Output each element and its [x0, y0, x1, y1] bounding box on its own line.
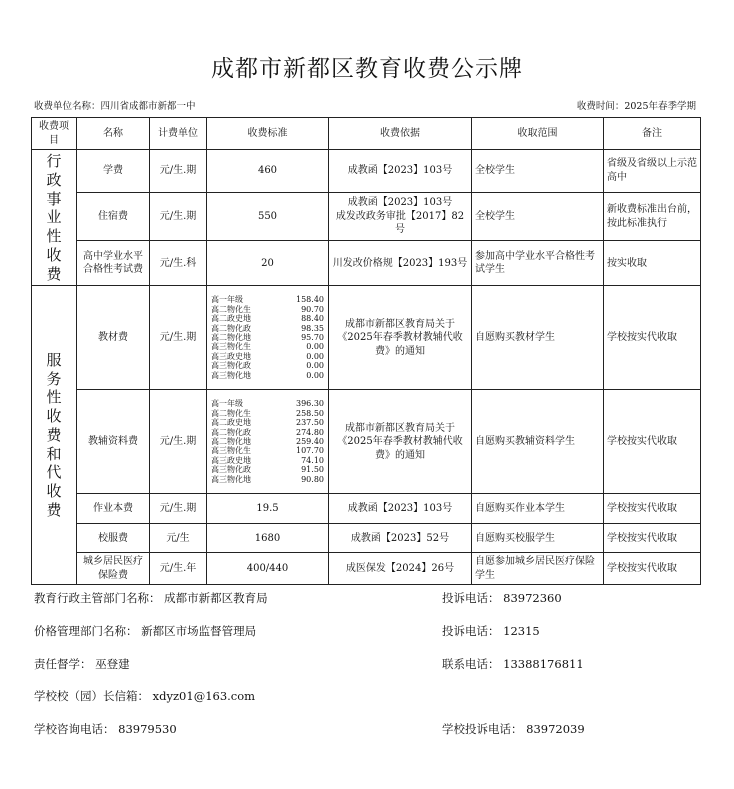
fee-basis: 成都市新都区教育局关于《2025年春季教材教辅代收费》的通知	[329, 286, 472, 390]
fee-basis: 川发改价格规【2023】193号	[329, 241, 472, 286]
fee-unit: 元/生.期	[150, 192, 207, 241]
charging-time: 收费时间：2025年春季学期	[576, 101, 696, 112]
fee-unit: 元/生.期	[150, 286, 207, 390]
fee-note: 学校按实代收取	[604, 390, 701, 494]
fee-standard: 550	[207, 192, 329, 241]
fee-scope: 参加高中学业水平合格性考试学生	[472, 241, 604, 286]
table-row	[32, 241, 701, 286]
table-row	[32, 494, 701, 524]
fee-scope: 自愿购买校服学生	[472, 524, 604, 553]
fee-standard-list	[207, 286, 329, 390]
std-item: 高三物化政 0.00	[211, 361, 324, 371]
std-item: 高二物化政 274.80	[211, 427, 324, 437]
fee-name: 城乡居民医疗保险费	[77, 553, 150, 585]
std-item: 高三物化政 91.50	[211, 465, 324, 475]
header-name: 名称	[77, 118, 150, 150]
school-consult-phone: 学校咨询电话： 83979530	[34, 722, 177, 736]
fee-scope: 自愿购买教辅资料学生	[472, 390, 604, 494]
school-complaint-phone: 学校投诉电话： 83972039	[442, 722, 585, 736]
table-row	[32, 286, 701, 390]
fee-unit: 元/生.科	[150, 241, 207, 286]
group-admin: 行 政 事 业 性 收 费	[32, 150, 77, 286]
fee-scope: 全校学生	[472, 150, 604, 193]
fee-unit: 元/生.年	[150, 553, 207, 585]
principal-mailbox: 学校校（园）长信箱： xdyz01@163.com	[34, 689, 256, 703]
fee-name: 教辅资料费	[77, 390, 150, 494]
fee-scope: 全校学生	[472, 192, 604, 241]
fee-note: 按实收取	[604, 241, 701, 286]
fee-scope: 自愿参加城乡居民医疗保险学生	[472, 553, 604, 585]
fee-standard: 460	[207, 150, 329, 193]
std-item: 高二物化生 258.50	[211, 408, 324, 418]
header-basis: 收费依据	[329, 118, 472, 150]
fee-standard-list	[207, 390, 329, 494]
header-unit: 计费单位	[150, 118, 207, 150]
std-item: 高三物化生 107.70	[211, 446, 324, 456]
table-row	[32, 524, 701, 553]
fee-unit: 元/生.期	[150, 390, 207, 494]
fee-name: 学费	[77, 150, 150, 193]
std-item: 高一年级 396.30	[211, 399, 324, 409]
header-row	[32, 118, 701, 150]
fee-name: 教材费	[77, 286, 150, 390]
page-title: 成都市新都区教育收费公示牌	[211, 56, 523, 82]
complaint-phone-1: 投诉电话： 83972360	[442, 591, 562, 605]
header-scope: 收取范围	[472, 118, 604, 150]
fee-name: 高中学业水平合格性考试费	[77, 241, 150, 286]
fee-basis: 成教函【2023】103号	[329, 494, 472, 524]
fee-basis: 成教函【2023】52号	[329, 524, 472, 553]
fee-unit: 元/生.期	[150, 494, 207, 524]
std-item: 高二物化地 259.40	[211, 437, 324, 447]
std-item: 高二物化政 98.35	[211, 323, 324, 333]
std-item: 高二物化生 90.70	[211, 304, 324, 314]
fee-scope: 自愿购买教材学生	[472, 286, 604, 390]
std-item: 高三政史地 0.00	[211, 351, 324, 361]
fee-basis: 成教函【2023】103号 成发改政务审批【2017】82号	[329, 192, 472, 241]
fee-standard: 19.5	[207, 494, 329, 524]
group-service: 服 务 性 收 费 和 代 收 费	[32, 286, 77, 585]
table-row	[32, 192, 701, 241]
fee-scope: 自愿购买作业本学生	[472, 494, 604, 524]
fee-standard: 400/440	[207, 553, 329, 585]
fee-name: 作业本费	[77, 494, 150, 524]
fee-note: 学校按实代收取	[604, 286, 701, 390]
education-dept: 教育行政主管部门名称： 成都市新都区教育局	[34, 591, 268, 605]
supervisor: 责任督学： 巫登建	[34, 657, 130, 671]
fee-note: 学校按实代收取	[604, 524, 701, 553]
fee-basis: 成教函【2023】103号	[329, 150, 472, 193]
std-item: 高三物化地 0.00	[211, 370, 324, 380]
fee-basis: 成医保发【2024】26号	[329, 553, 472, 585]
std-item: 高一年级 158.40	[211, 295, 324, 305]
contact-phone: 联系电话： 13388176811	[442, 657, 584, 671]
std-item: 高三政史地 74.10	[211, 455, 324, 465]
header-category: 收费项目	[32, 118, 77, 150]
table-row	[32, 150, 701, 193]
std-item: 高三物化生 0.00	[211, 342, 324, 352]
std-item: 高二物化地 95.70	[211, 333, 324, 343]
fee-note: 学校按实代收取	[604, 553, 701, 585]
header-standard: 收费标准	[207, 118, 329, 150]
fee-note: 学校按实代收取	[604, 494, 701, 524]
fee-unit: 元/生.期	[150, 150, 207, 193]
std-item: 高三物化地 90.80	[211, 474, 324, 484]
table-row	[32, 553, 701, 585]
fee-name: 住宿费	[77, 192, 150, 241]
std-item: 高二政史地 237.50	[211, 418, 324, 428]
fee-basis: 成都市新都区教育局关于《2025年春季教材教辅代收费》的通知	[329, 390, 472, 494]
fee-note: 新收费标准出台前，按此标准执行	[604, 192, 701, 241]
fee-standard: 20	[207, 241, 329, 286]
fee-standard: 1680	[207, 524, 329, 553]
fee-table	[31, 117, 701, 585]
std-item: 高二政史地 88.40	[211, 314, 324, 324]
fee-name: 校服费	[77, 524, 150, 553]
complaint-phone-2: 投诉电话： 12315	[442, 624, 540, 638]
fee-unit: 元/生	[150, 524, 207, 553]
table-row	[32, 390, 701, 494]
charging-unit: 收费单位名称：四川省成都市新都一中	[34, 101, 196, 112]
fee-note: 省级及省级以上示范高中	[604, 150, 701, 193]
header-note: 备注	[604, 118, 701, 150]
price-dept: 价格管理部门名称： 新都区市场监督管理局	[34, 624, 257, 638]
